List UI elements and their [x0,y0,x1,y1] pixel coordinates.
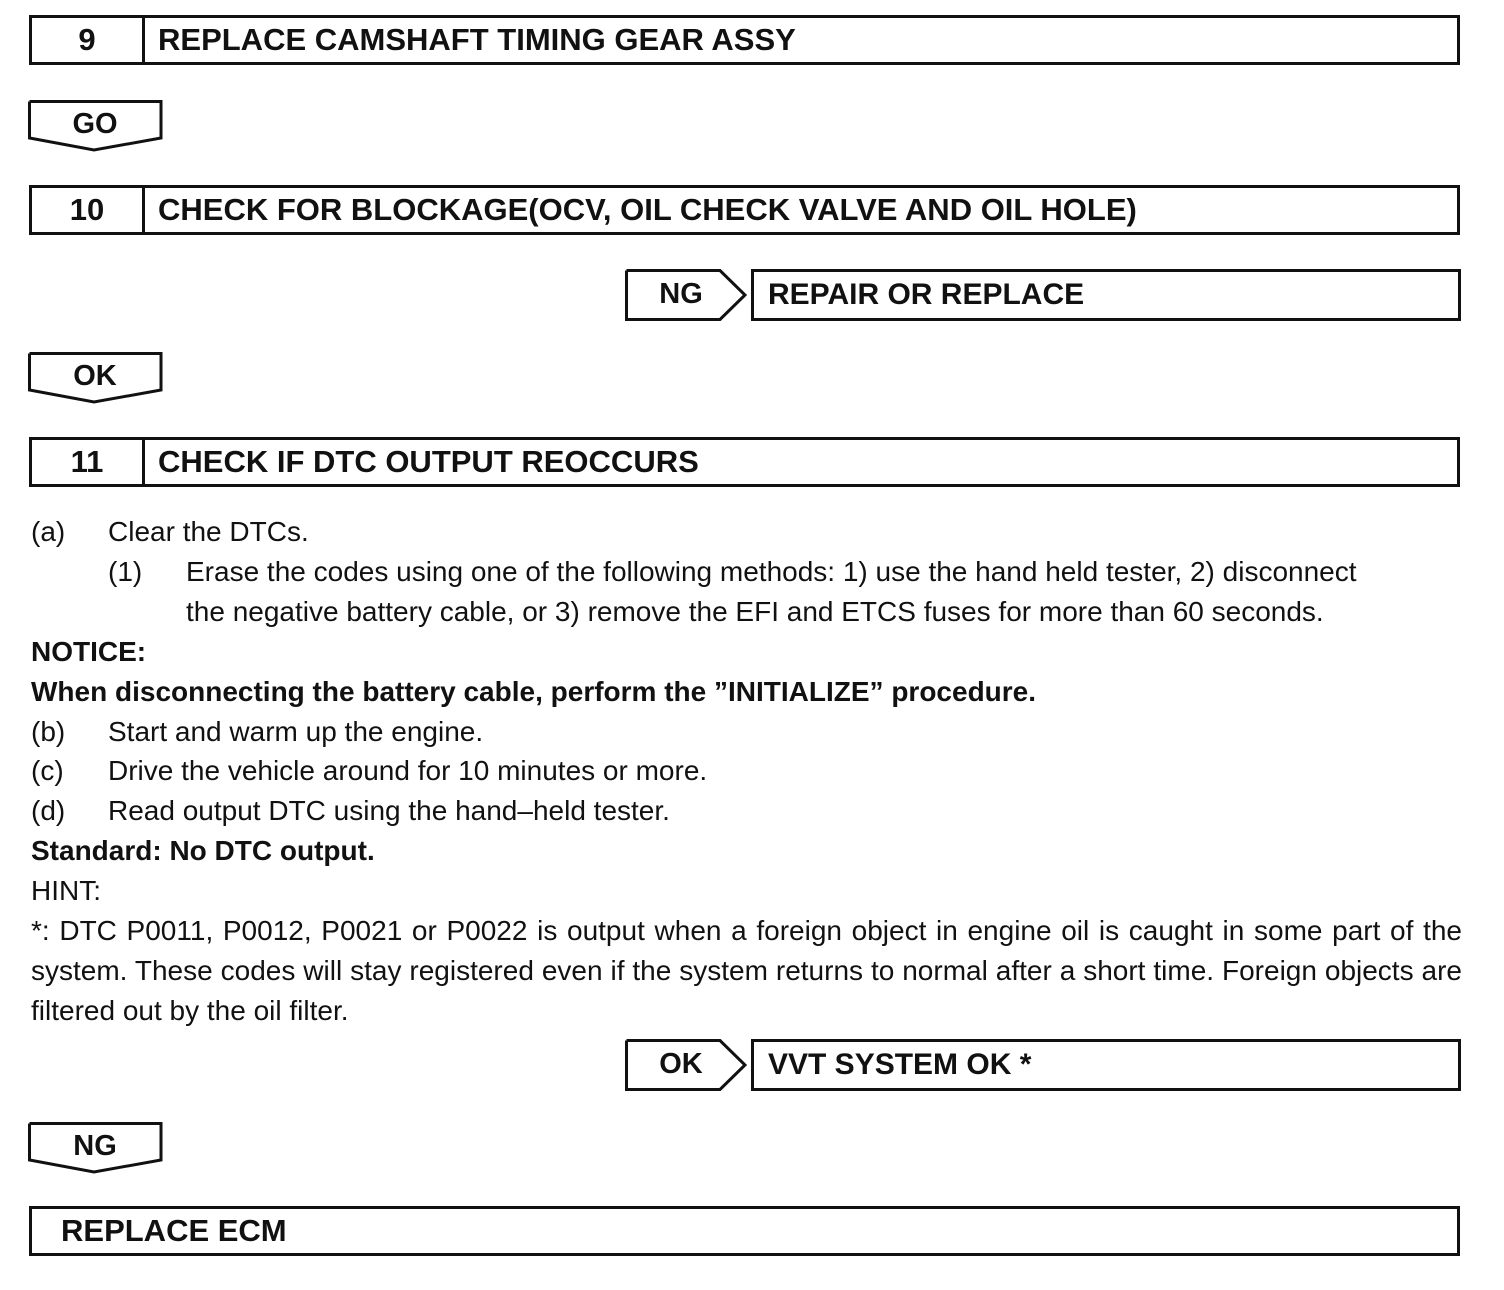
hint-title: HINT: [31,875,101,906]
step-10-header [29,185,1460,235]
item-d-text: Read output DTC using the hand–held tester. [108,795,670,826]
item-b-text: Start and warm up the engine. [108,716,484,747]
step-title: REPLACE CAMSHAFT TIMING GEAR ASSY [158,22,796,57]
vvt-system-ok-box: VVT SYSTEM OK * [751,1039,1461,1091]
item-a1-line2: the negative battery cable, or 3) remove the EFI and ETCS fuses for more than 60 seconds. [186,596,1324,627]
replace-ecm-box: REPLACE ECM [29,1206,1460,1256]
ng-label: NG [73,1130,117,1162]
ng-flow-tab [28,1122,165,1174]
ok-arrow-tab [625,1039,747,1091]
ng-arrow-tab [625,269,747,321]
ok-label: OK [659,1048,703,1080]
ng-label: NG [659,278,703,310]
notice-text: When disconnecting the battery cable, perform the ”INITIALIZE” procedure. [31,676,1037,707]
step-title: CHECK IF DTC OUTPUT REOCCURS [158,444,699,479]
step-number: 10 [32,188,145,232]
step-title: CHECK FOR BLOCKAGE(OCV, OIL CHECK VALVE AND OIL HOLE) [158,192,1137,227]
ok-label: OK [73,360,117,392]
item-a-marker: (a) [31,516,66,547]
step-9-header [29,15,1460,65]
go-label: GO [72,108,118,140]
item-b-marker: (b) [31,716,66,747]
item-c-marker: (c) [31,755,64,786]
notice-title: NOTICE: [31,636,147,667]
step-11-header [29,437,1460,487]
item-a1-line1: Erase the codes using one of the following methods: 1) use the hand held tester, 2) disconnect [186,556,1357,587]
ok-flow-tab [28,352,165,404]
item-a1-marker: (1) [108,556,143,587]
go-flow-tab [28,100,165,152]
step-number: 9 [32,18,145,62]
repair-or-replace-box: REPAIR OR REPLACE [751,269,1461,321]
hint-text: *: DTC P0011, P0012, P0021 or P0022 is output when a foreign object in engine oil is caught in some part of the system. These codes will stay registered even if the system returns to normal after a short time. Foreign objects are filtered out by the oil filter. [31,915,1462,1026]
item-d-marker: (d) [31,795,66,826]
step-number: 11 [32,440,145,484]
item-a-text: Clear the DTCs. [108,516,309,547]
standard-text: Standard: No DTC output. [31,835,375,866]
item-c-text: Drive the vehicle around for 10 minutes or more. [108,755,708,786]
